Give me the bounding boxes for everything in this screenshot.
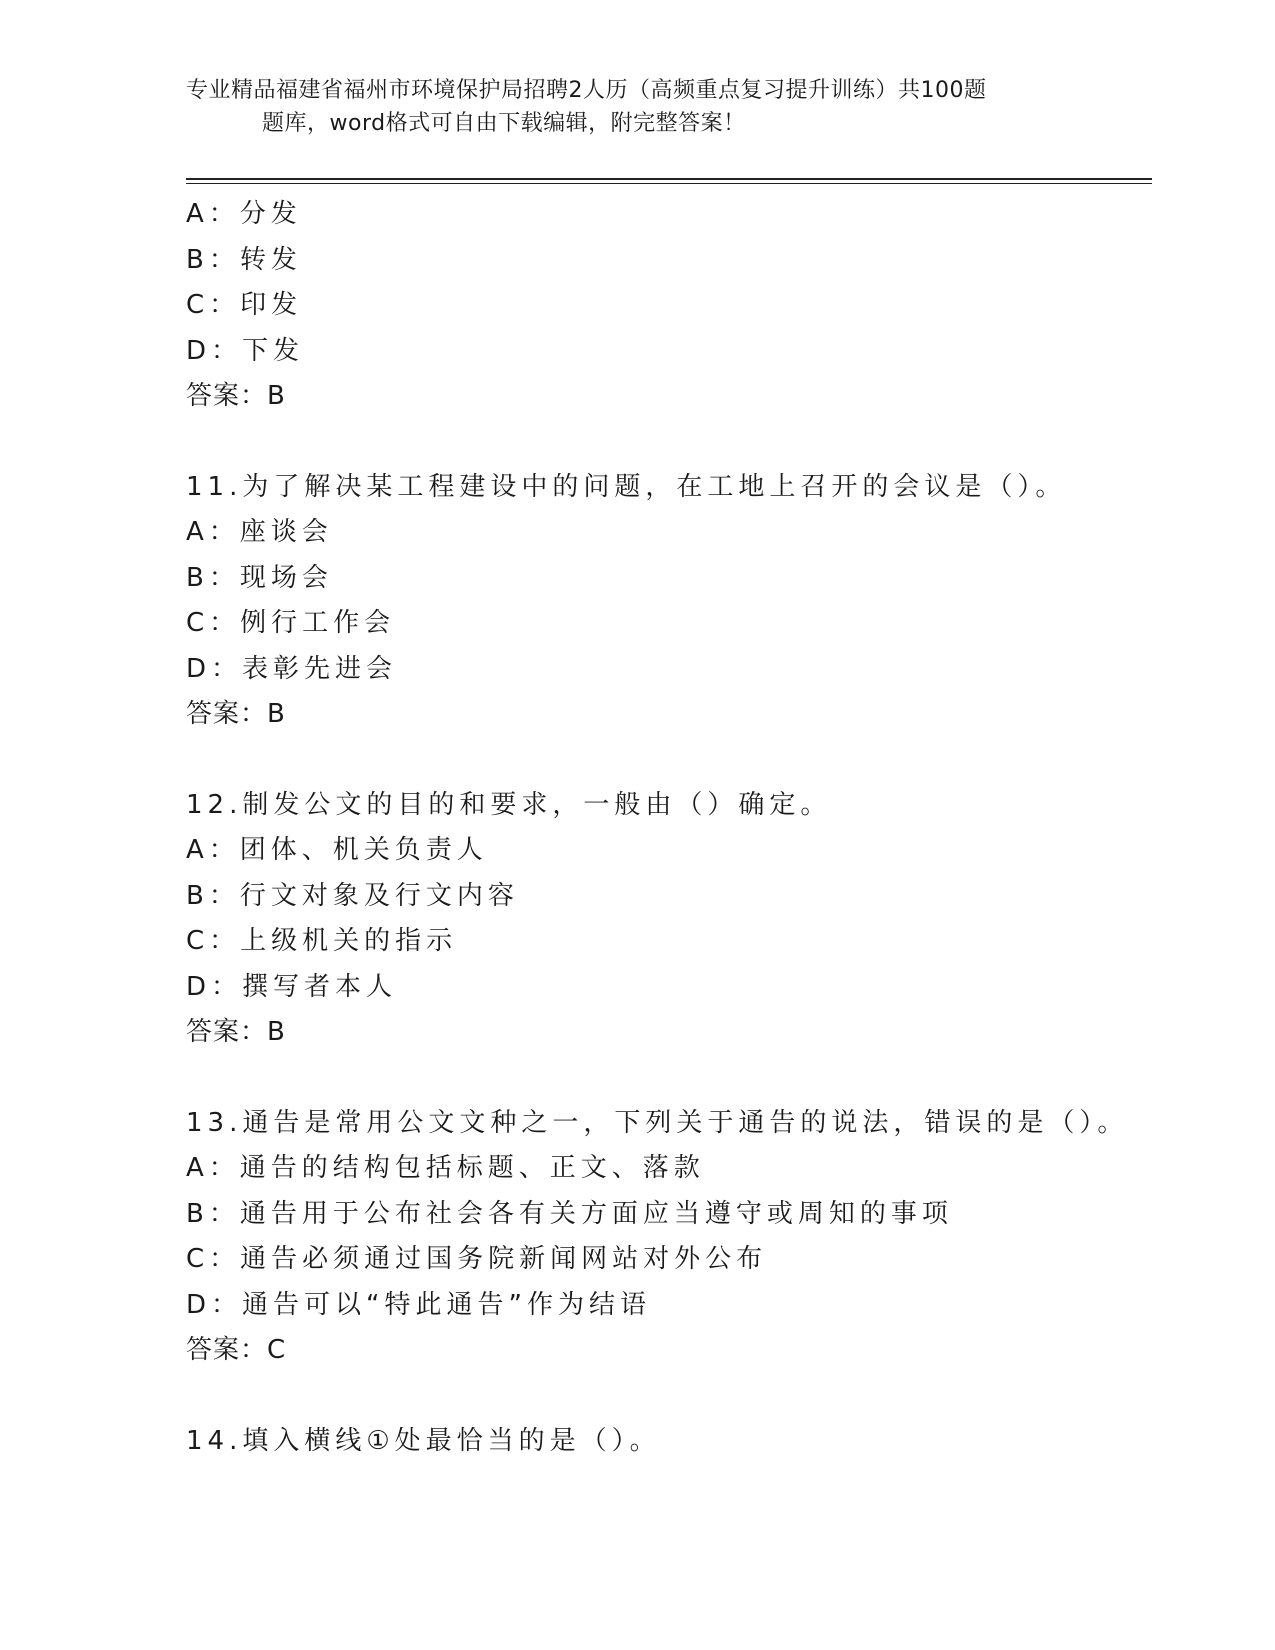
answer: 答案：C: [186, 1335, 287, 1365]
option-a: A：通告的结构包括标题、正文、落款: [186, 1153, 705, 1183]
question-11: [186, 465, 1146, 738]
option-b: B：现场会: [186, 562, 333, 593]
question-13: [186, 1101, 1146, 1374]
header-title-line-1: 专业精品福建省福州市环境保护局招聘2人历（高频重点复习提升训练）共100题: [186, 78, 987, 103]
question-continued: [186, 192, 1146, 420]
option-b: B：转发: [186, 244, 302, 275]
option-d: D：撰写者本人: [186, 971, 398, 1002]
document-header: [186, 74, 1086, 140]
answer: 答案：B: [186, 381, 286, 411]
header-divider-thick: [186, 178, 1152, 180]
question-list: [186, 192, 1146, 1464]
question-14: [186, 1419, 1146, 1465]
option-d: D：表彰先进会: [186, 653, 398, 684]
option-c: C：通告必须通过国务院新闻网站对外公布: [186, 1244, 768, 1274]
option-b: B：通告用于公布社会各有关方面应当遵守或周知的事项: [186, 1198, 953, 1229]
option-d: D：下发: [186, 335, 305, 366]
option-c: C：例行工作会: [186, 608, 396, 638]
header-divider-thin: [186, 183, 1152, 184]
question-stem: 12.制发公文的目的和要求，一般由（）确定。: [186, 789, 832, 820]
option-a: A：分发: [186, 199, 302, 229]
question-12: [186, 783, 1146, 1056]
answer: 答案：B: [186, 1017, 286, 1047]
question-stem: 13.通告是常用公文文种之一，下列关于通告的说法，错误的是（）。: [186, 1107, 1129, 1138]
header-title-line-2: 题库，word格式可自由下载编辑，附完整答案！: [262, 111, 746, 136]
option-c: C：印发: [186, 290, 303, 320]
answer: 答案：B: [186, 699, 286, 729]
option-c: C：上级机关的指示: [186, 926, 458, 956]
option-a: A：座谈会: [186, 517, 333, 547]
option-a: A：团体、机关负责人: [186, 835, 488, 865]
question-stem: 14.填入横线①处最恰当的是（）。: [186, 1425, 661, 1456]
option-b: B：行文对象及行文内容: [186, 880, 519, 911]
question-stem: 11.为了解决某工程建设中的问题，在工地上召开的会议是（）。: [186, 471, 1067, 502]
option-d: D：通告可以“特此通告”作为结语: [186, 1289, 651, 1320]
